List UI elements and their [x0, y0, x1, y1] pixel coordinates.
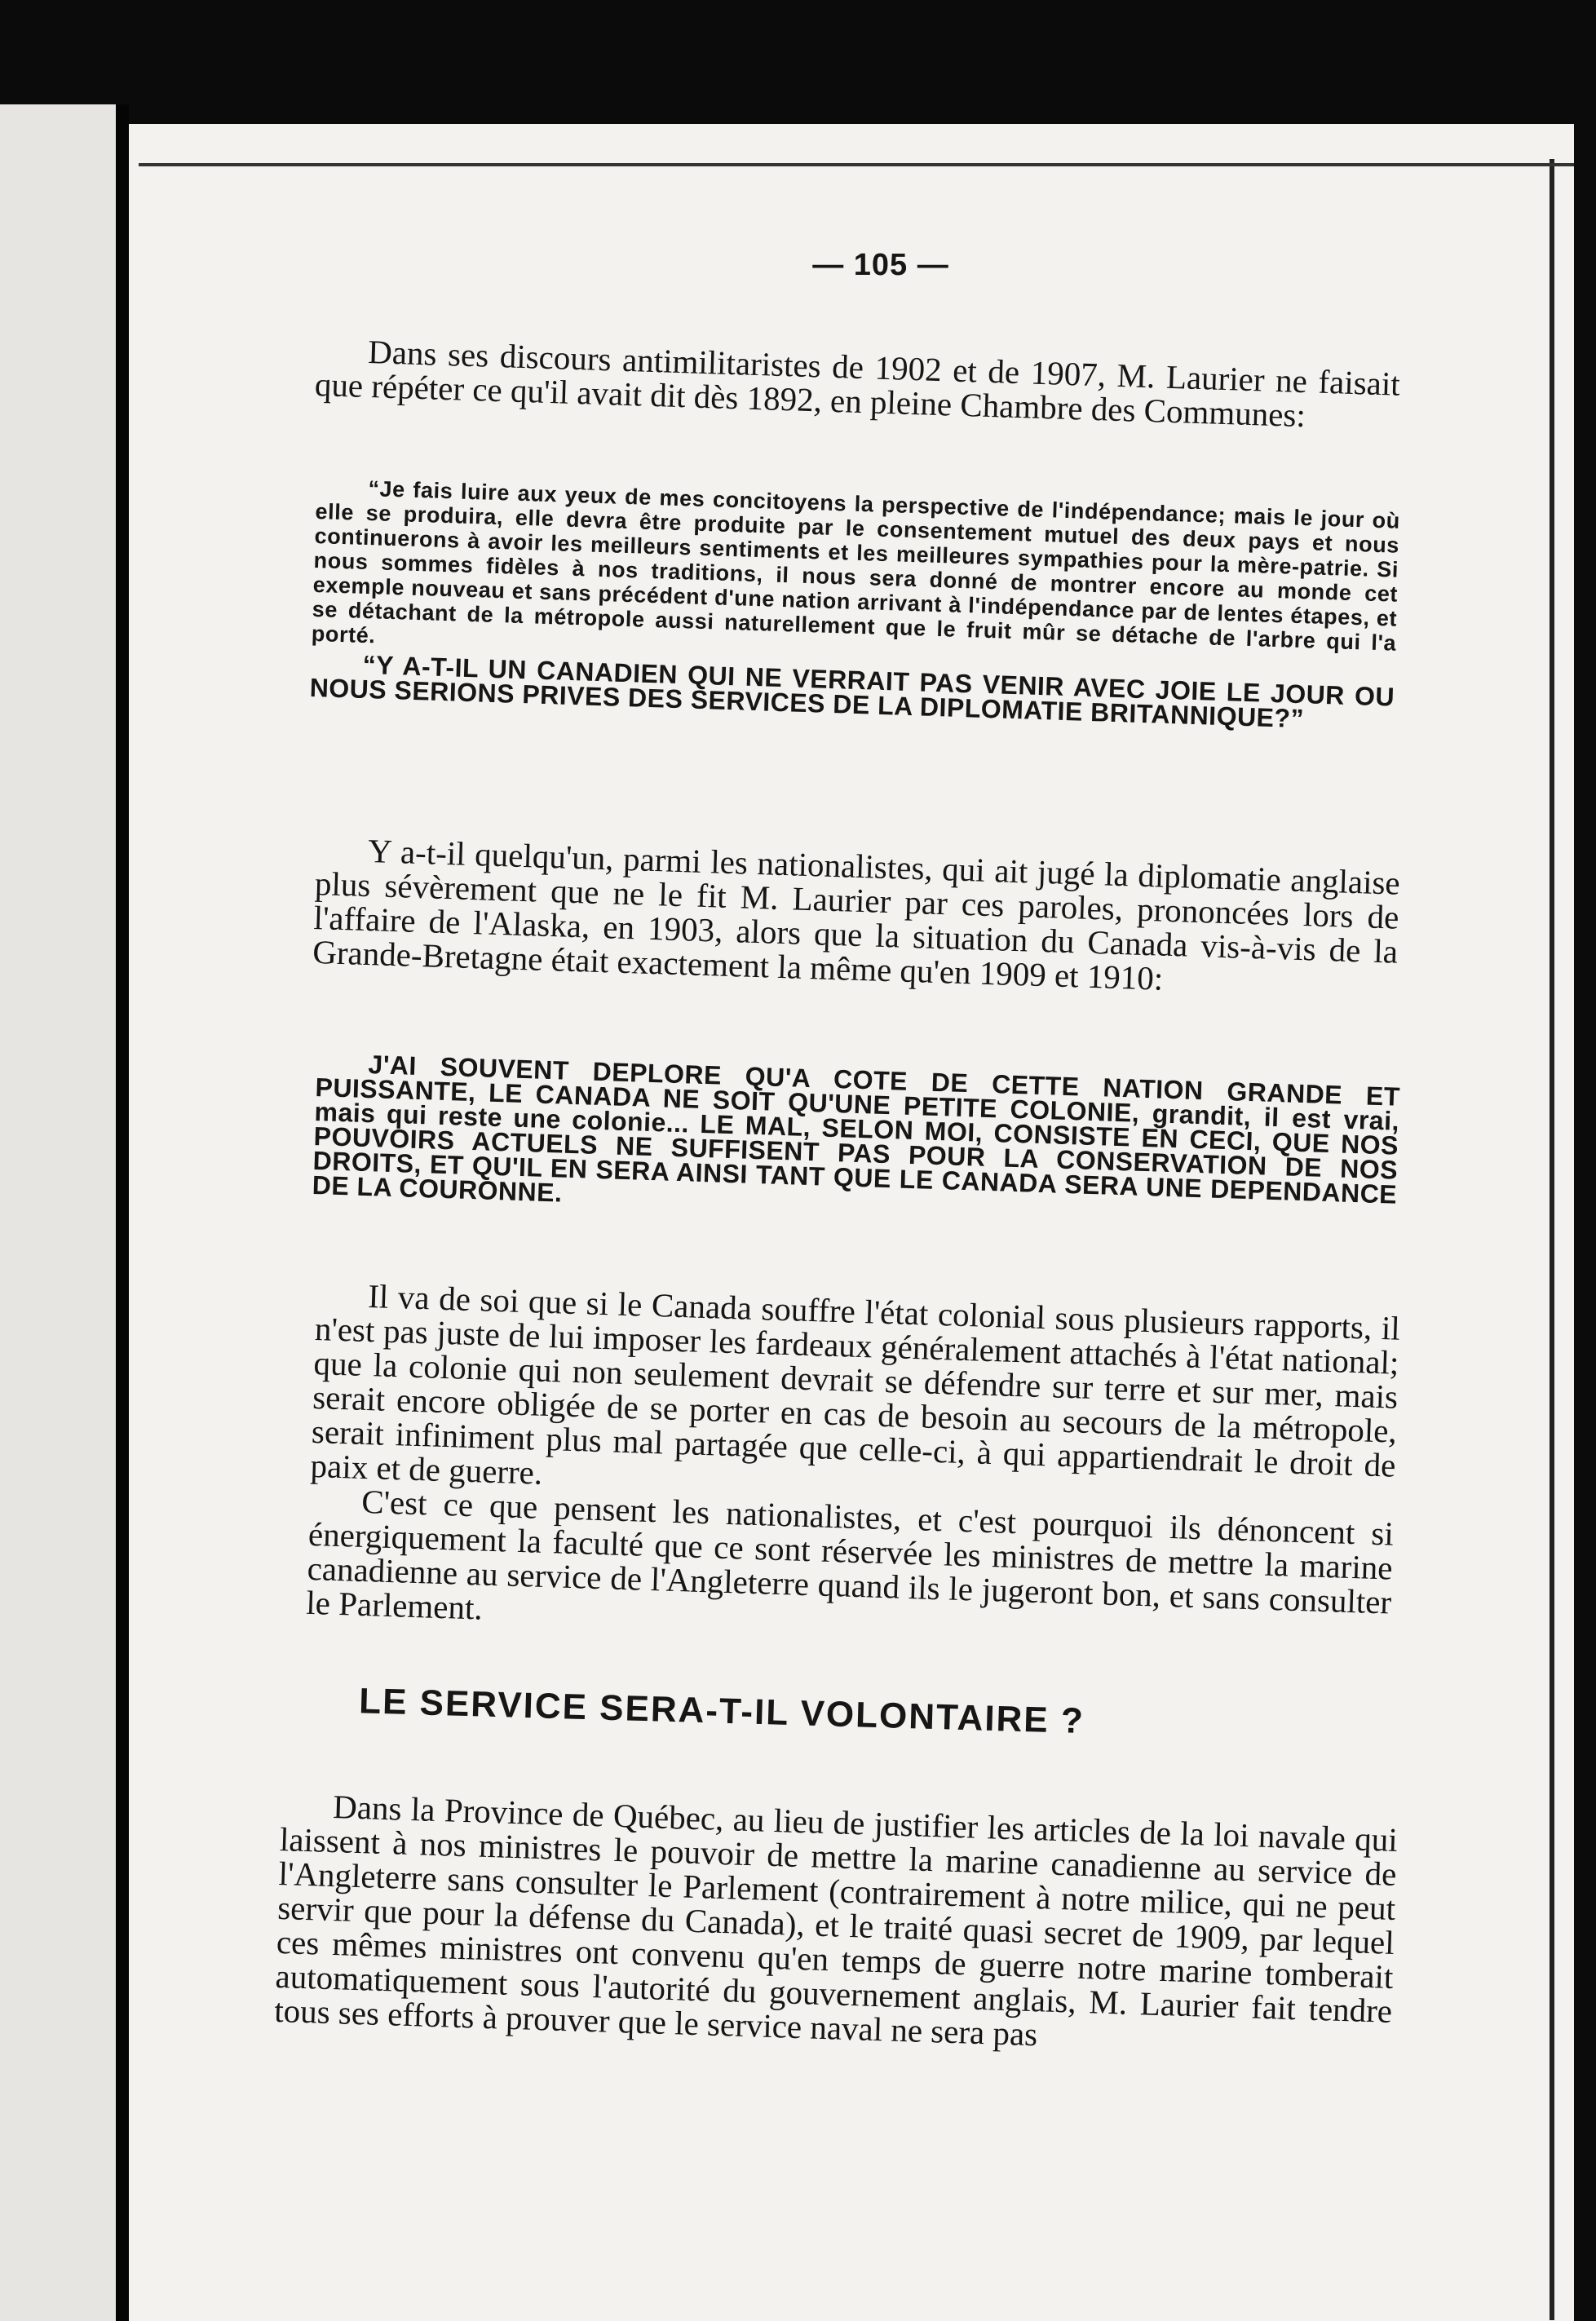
paragraph-block-3	[306, 1277, 1401, 1654]
paragraph-diplomatie: Y a-t-il quelqu'un, parmi les nationalistes, qui ait jugé la diplomatie anglaise plus sévèrement que ne le fit M. Laurier par ces paroles, prononcées lors de l'affaire de l'Alaska, en 1903, alors que la situation du Canada vis-à-vis de la Grande-Bretagne était exactement la même qu'en 1909 et 1910:	[312, 832, 1401, 997]
paragraph-intro: Dans ses discours antimilitaristes de 1902 et de 1907, M. Laurier ne faisait que répéter ce qu'il avait dit dès 1892, en pleine Chambre des Communes:	[314, 333, 1401, 435]
paragraph-province-quebec: Dans la Province de Québec, au lieu de justifier les articles de la loi navale qui laissent à nos ministres le pouvoir de mettre la marine canadienne au service de l'Angleterre sans consulter le Parlement (contrairement à notre milice, qui ne peut servir que pour la défense du Canada), et le traité quasi secret de 1909, par lequel ces mêmes ministres ont convenu qu'en temps de guerre notre marine tomberait automatiquement sous l'autorité du gouvernement anglais, M. Laurier fait tendre tous ses efforts à prouver que le service naval ne sera pas	[273, 1788, 1399, 2054]
paragraph-etat-colonial: Il va de soi que si le Canada souffre l'état colonial sous plusieurs rapports, il n'est pas juste de lui imposer les fardeaux généralement attachés à l'état national; que la colonie qui non seulement devrait se défendre sur terre et sur mer, mais serait encore obligée de se porter en cas de besoin au secours de la métropole, serait infiniment plus mal partagée que celle-ci, à qui appartiendrait le droit de paix et de guerre.	[310, 1277, 1401, 1492]
intro-block	[314, 333, 1400, 435]
quote-laurier-1892: “Je fais luire aux yeux de mes concitoyens la perspective de l'indépendance; mais le jour où elle se produira, elle devra être produite par le consentement mutuel des deux pays et nous continuerons à avoir les meilleurs sentiments et les meilleures sympathies pour la mère-patrie. Si nous sommes fidèles à nos traditions, il nous sera donné de montrer encore au monde cet exemple nouveau et sans précédent d'une nation arrivant à l'indépendance par de lentes étapes, et se détachant de la métropole aussi naturellement que le fruit mûr se détache de l'arbre qui l'a porté.	[311, 476, 1401, 656]
quote-laurier-caps: “Y A-T-IL UN CANADIEN QUI NE VERRAIT PAS VENIR AVEC JOIE LE JOUR OU NOUS SERIONS PRIVES DES SERVICES DE LA DIPLOMATIE BRITANNIQUE?”	[309, 649, 1395, 734]
paragraph-nationalistes: C'est ce que pensent les nationalistes, et c'est pourquoi ils dénoncent si énergiquement la faculté que ce sont réservée les ministres de mettre la marine canadienne au service de l'Angleterre quand ils le jugeront bon, et sans consulter le Parlement.	[305, 1482, 1395, 1627]
quote-laurier-1903: J'AI SOUVENT DEPLORE QU'A COTE DE CETTE NATION GRANDE ET PUISSANTE, LE CANADA NE SOIT QU'UNE PETITE COLONIE, grandit, il est vrai, mais qui reste une colonie... LE MAL, SELON MOI, CONSISTE EN CECI, QUE NOS POUVOIRS ACTUELS NE SUFFISENT PAS POUR LA CONSERVATION DE NOS DROITS, ET QU'IL EN SERA AINSI TANT QUE LE CANADA SERA UNE DEPENDANCE DE LA COURONNE.	[312, 1050, 1401, 1209]
paragraph-block-2	[312, 832, 1401, 1003]
paragraph-block-5	[274, 1788, 1399, 2062]
section-heading: LE SERVICE SERA-T-IL VOLONTAIRE ?	[358, 1681, 1085, 1742]
page-number: — 105 —	[812, 248, 949, 282]
quote-block-1	[309, 475, 1400, 734]
quote-block-2	[312, 1050, 1400, 1231]
